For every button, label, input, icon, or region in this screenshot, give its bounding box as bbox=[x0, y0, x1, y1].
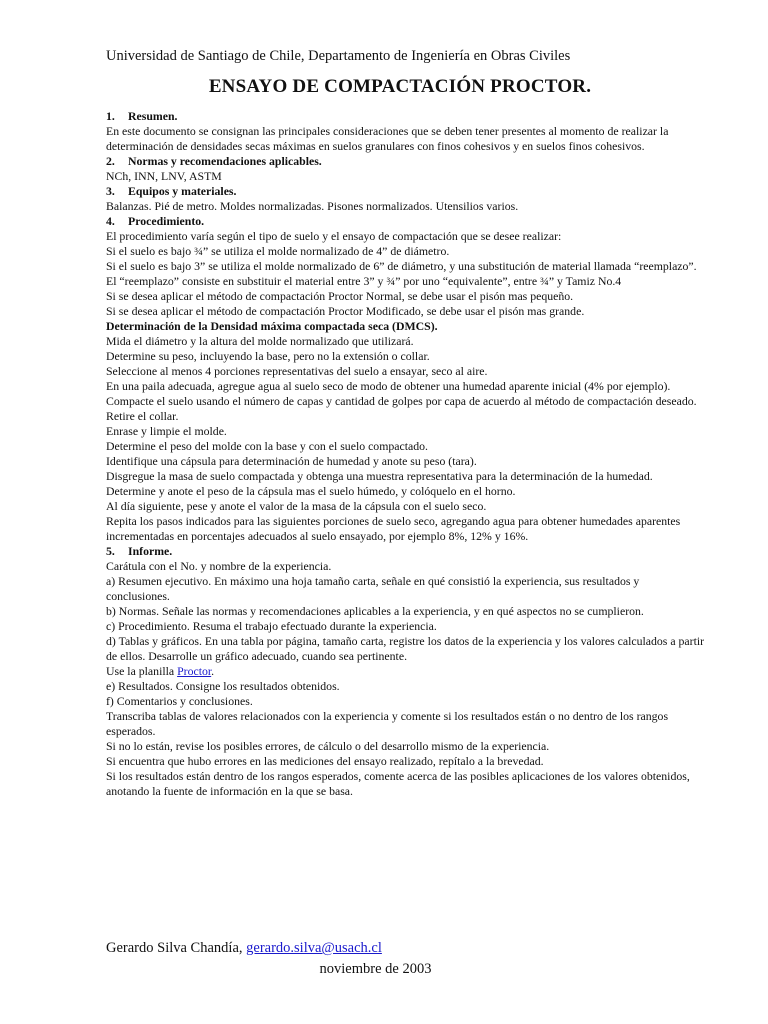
dmcs-step: Disgregue la masa de suelo compactada y obtenga una muestra representativa para la determinación de la humedad. bbox=[106, 469, 653, 483]
dmcs-step: Determine el peso del molde con la base y con el suelo compactado. bbox=[106, 439, 429, 453]
dmcs-step: Determine y anote el peso de la cápsula mas el suelo húmedo, y colóquelo en el horno. bbox=[106, 484, 516, 498]
section-number: 2. bbox=[106, 154, 115, 168]
planilla-prefix: Use la planilla bbox=[106, 664, 178, 678]
procedure-line: Si el suelo es bajo ¾” se utiliza el molde normalizado de 4” de diámetro. bbox=[106, 244, 450, 258]
report-line: c) Procedimiento. Resuma el trabajo efectuado durante la experiencia. bbox=[106, 619, 437, 633]
section-title: Normas y recomendaciones aplicables. bbox=[128, 154, 322, 168]
section-title: Procedimiento. bbox=[128, 214, 205, 228]
procedure-line: El “reemplazo” consiste en substituir el material entre 3” y ¾” por uno “equivalente”, entre ¾” y Tamiz No.4 bbox=[106, 274, 622, 288]
author-email-link[interactable]: gerardo.silva@usach.cl bbox=[246, 940, 382, 956]
section-title: Equipos y materiales. bbox=[128, 184, 237, 198]
report-line: d) Tablas y gráficos. En una tabla por página, tamaño carta, registre los datos de la experiencia y los valores calculados a partir de ellos. Desarrolle un gráfico adecuado, cuando sea pertinente. bbox=[106, 634, 705, 663]
section-title: Resumen. bbox=[128, 109, 178, 123]
dmcs-step: Enrase y limpie el molde. bbox=[106, 424, 227, 438]
report-line: f) Comentarios y conclusiones. bbox=[106, 694, 253, 708]
section-heading-equipos bbox=[106, 184, 706, 199]
normas-text: NCh, INN, LNV, ASTM bbox=[106, 169, 222, 183]
document-body bbox=[106, 109, 706, 799]
procedure-line: Si se desea aplicar el método de compactación Proctor Normal, se debe usar el pisón mas pequeño. bbox=[106, 289, 574, 303]
author-line bbox=[106, 940, 382, 957]
institution-header: Universidad de Santiago de Chile, Departamento de Ingeniería en Obras Civiles bbox=[106, 48, 571, 64]
report-line: Carátula con el No. y nombre de la experiencia. bbox=[106, 559, 332, 573]
dmcs-step: Seleccione al menos 4 porciones representativas del suelo a ensayar, seco al aire. bbox=[106, 364, 488, 378]
section-heading-normas bbox=[106, 154, 706, 169]
equipos-text: Balanzas. Pié de metro. Moldes normalizadas. Pisones normalizados. Utensilios varios. bbox=[106, 199, 519, 213]
section-title: Informe. bbox=[128, 544, 173, 558]
dmcs-step: En una paila adecuada, agregue agua al suelo seco de modo de obtener una humedad aparente inicial (4% por ejemplo). bbox=[106, 379, 671, 393]
dmcs-step: Repita los pasos indicados para las siguientes porciones de suelo seco, agregando agua para obtener humedades aparentes incrementadas en porcentajes adecuados al suelo ensayado, por ejemplo 8%, 12% y 16%. bbox=[106, 514, 681, 543]
report-line: Si encuentra que hubo errores en las mediciones del ensayo realizado, repítalo a la brevedad. bbox=[106, 754, 544, 768]
report-line: e) Resultados. Consigne los resultados obtenidos. bbox=[106, 679, 340, 693]
procedure-line: Si el suelo es bajo 3” se utiliza el molde normalizado de 6” de diámetro, y una substitución de material llamada “reemplazo”. bbox=[106, 259, 697, 273]
planilla-suffix: . bbox=[211, 664, 215, 678]
document-title: ENSAYO DE COMPACTACIÓN PROCTOR. bbox=[208, 76, 592, 97]
document-date: noviembre de 2003 bbox=[319, 961, 432, 977]
section-heading-informe bbox=[106, 544, 706, 559]
report-line: Si los resultados están dentro de los rangos esperados, comente acerca de las posibles aplicaciones de los valores obtenidos, anotando la fuente de información en la que se basa. bbox=[106, 769, 690, 798]
resumen-text: En este documento se consignan las principales consideraciones que se deben tener presentes al momento de realizar la determinación de densidades secas máximas en suelos granulares con finos cohesivos y en suelos finos cohesivos. bbox=[106, 124, 669, 153]
section-number: 5. bbox=[106, 544, 115, 558]
report-line: Si no lo están, revise los posibles errores, de cálculo o del desarrollo mismo de la experiencia. bbox=[106, 739, 550, 753]
section-heading-procedimiento bbox=[106, 214, 706, 229]
dmcs-step: Retire el collar. bbox=[106, 409, 179, 423]
dmcs-step: Mida el diámetro y la altura del molde normalizado que utilizará. bbox=[106, 334, 414, 348]
dmcs-step: Compacte el suelo usando el número de capas y cantidad de golpes por capa de acuerdo al método de compactación deseado. bbox=[106, 394, 697, 408]
procedure-line: El procedimiento varía según el tipo de suelo y el ensayo de compactación que se desee realizar: bbox=[106, 229, 562, 243]
report-line: Transcriba tablas de valores relacionados con la experiencia y comente si los resultados están o no dentro de los rangos esperados. bbox=[106, 709, 669, 738]
procedure-line: Si se desea aplicar el método de compactación Proctor Modificado, se debe usar el pisón mas grande. bbox=[106, 304, 585, 318]
section-number: 1. bbox=[106, 109, 115, 123]
dmcs-step: Identifique una cápsula para determinación de humedad y anote su peso (tara). bbox=[106, 454, 477, 468]
proctor-spreadsheet-link[interactable]: Proctor bbox=[177, 664, 212, 678]
dmcs-heading: Determinación de la Densidad máxima compactada seca (DMCS). bbox=[106, 319, 438, 333]
section-heading-resumen bbox=[106, 109, 706, 124]
dmcs-step: Al día siguiente, pese y anote el valor de la masa de la cápsula con el suelo seco. bbox=[106, 499, 487, 513]
section-number: 4. bbox=[106, 214, 115, 228]
report-line: a) Resumen ejecutivo. En máximo una hoja tamaño carta, señale en qué consistió la experiencia, sus resultados y conclusiones. bbox=[106, 574, 640, 603]
section-number: 3. bbox=[106, 184, 115, 198]
dmcs-step: Determine su peso, incluyendo la base, pero no la extensión o collar. bbox=[106, 349, 430, 363]
author-name: Gerardo Silva Chandía, bbox=[106, 940, 247, 956]
report-line: b) Normas. Señale las normas y recomendaciones aplicables a la experiencia, y en qué aspectos no se cumplieron. bbox=[106, 604, 644, 618]
planilla-line bbox=[106, 664, 706, 679]
